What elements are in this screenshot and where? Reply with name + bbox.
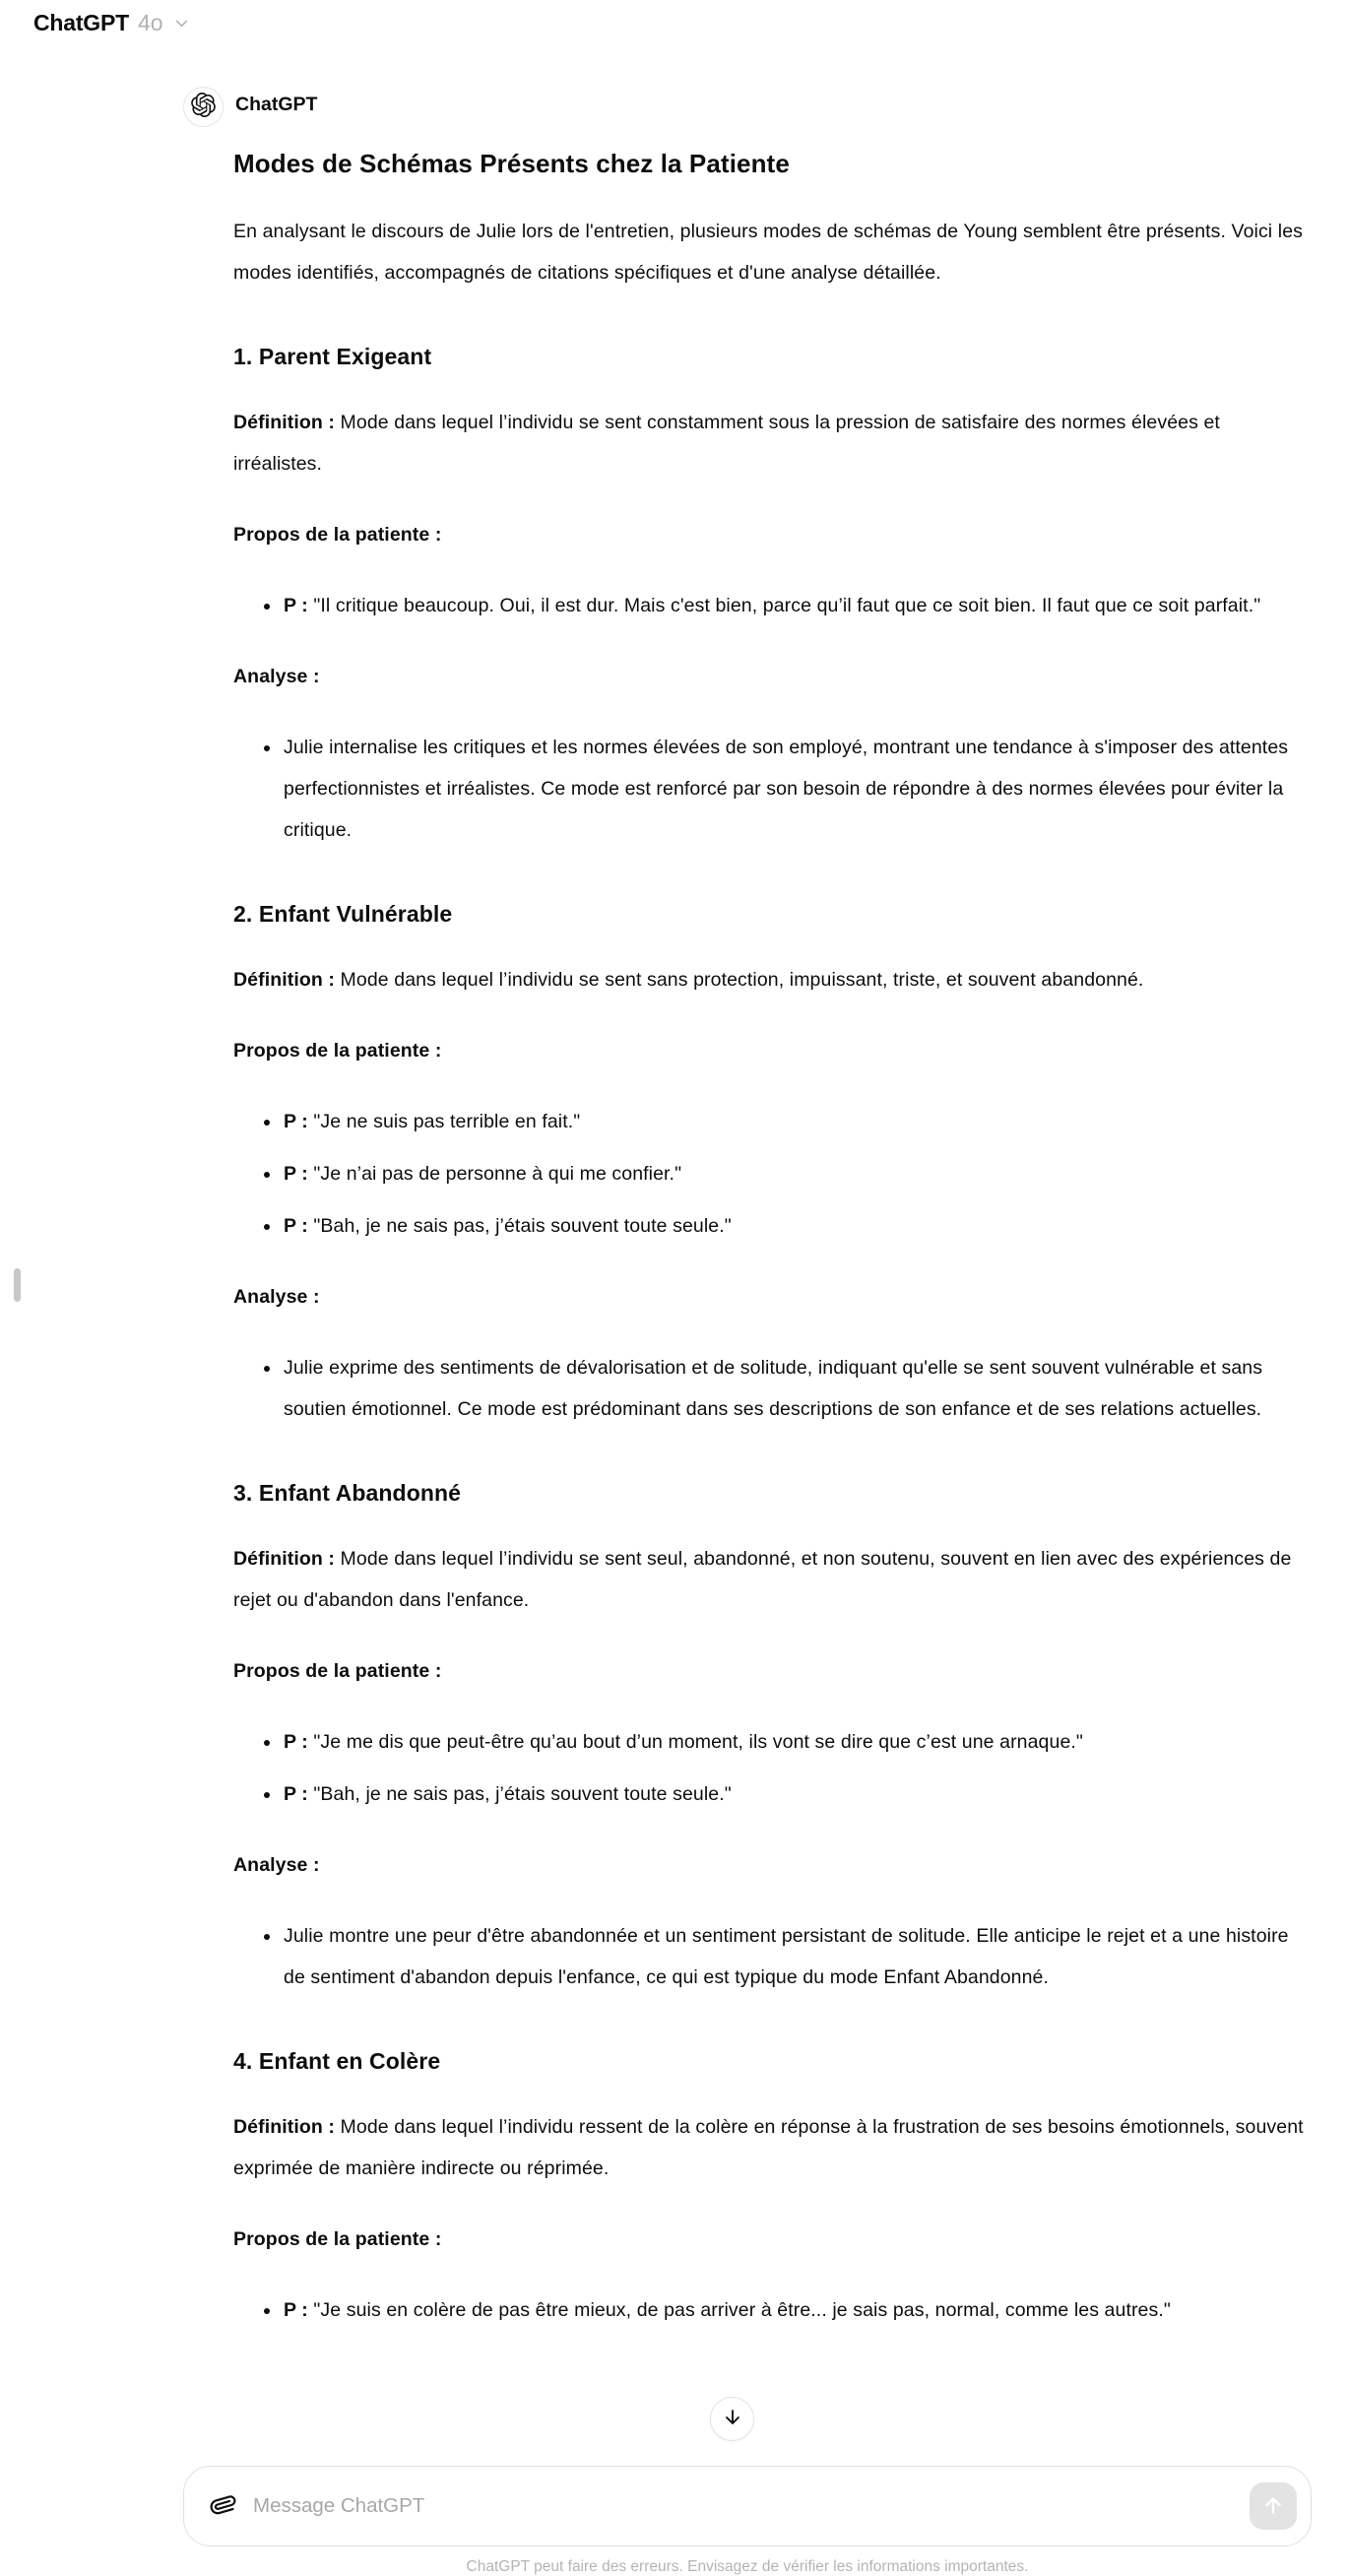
speaker-label: P : bbox=[284, 1163, 314, 1185]
patient-quote-item: • P : "Bah, je ne sais pas, j’étais souvent toute seule." bbox=[282, 1773, 1313, 1815]
definition-text: Mode dans lequel l’individu se sent sans protection, impuissant, triste, et souvent abandonné. bbox=[340, 969, 1144, 991]
definition-label: Définition : bbox=[233, 969, 336, 991]
top-bar bbox=[0, 0, 1349, 57]
propos-label: Propos de la patiente : bbox=[233, 2228, 442, 2250]
propos-label: Propos de la patiente : bbox=[233, 1040, 442, 1062]
section-heading: 1. Parent Exigeant bbox=[233, 344, 432, 369]
quotes-list bbox=[233, 1721, 1313, 1815]
arrow-down-icon bbox=[722, 2407, 743, 2431]
patient-quote-item: • P : "Je me dis que peut-être qu’au bout d’un moment, ils vont se dire que c’est une arnaque." bbox=[282, 1721, 1313, 1763]
definition-text: Mode dans lequel l’individu se sent constamment sous la pression de satisfaire des normes élevées et irréalistes. bbox=[233, 412, 1220, 475]
sections bbox=[233, 341, 1313, 2331]
analysis-list bbox=[233, 1915, 1313, 1998]
chatgpt-avatar bbox=[183, 87, 224, 127]
speaker-label: P : bbox=[284, 1731, 314, 1753]
analyse-label: Analyse : bbox=[233, 666, 320, 687]
definition-paragraph bbox=[233, 959, 1313, 1000]
definition-paragraph bbox=[233, 402, 1313, 484]
message-header bbox=[183, 87, 1313, 132]
assistant-message bbox=[183, 87, 1313, 2360]
send-button[interactable] bbox=[1250, 2482, 1297, 2530]
speaker-label: P : bbox=[284, 1783, 314, 1805]
intro-paragraph: En analysant le discours de Julie lors de l'entretien, plusieurs modes de schémas de Young semblent être présents. Voici les modes identifiés, accompagnés de citations spécifiques et d'une analyse détaillée. bbox=[233, 221, 1303, 284]
analysis-item: • Julie internalise les critiques et les normes élevées de son employé, montrant une tendance à s'imposer des attentes perfectionnistes et irréalistes. Ce mode est renforcé par son besoin de répondre à des normes élevées pour éviter la critique. bbox=[282, 727, 1313, 851]
analyse-label: Analyse : bbox=[233, 1854, 320, 1876]
disclaimer-text: ChatGPT peut faire des erreurs. Envisagez de vérifier les informations importantes. bbox=[466, 2558, 1029, 2575]
propos-label: Propos de la patiente : bbox=[233, 1660, 442, 1682]
definition-label: Définition : bbox=[233, 1548, 336, 1570]
schema-mode-section bbox=[233, 1477, 1313, 1998]
section-heading: 3. Enfant Abandonné bbox=[233, 1480, 462, 1506]
schema-mode-section bbox=[233, 2045, 1313, 2331]
definition-text: Mode dans lequel l’individu ressent de la colère en réponse à la frustration de ses besoins émotionnels, souvent exprimée de manière indirecte ou réprimée. bbox=[233, 2116, 1304, 2179]
speaker-label: P : bbox=[284, 1111, 314, 1132]
arrow-up-icon bbox=[1261, 2493, 1285, 2520]
patient-quote-item: • P : "Je suis en colère de pas être mieux, de pas arriver à être... je sais pas, normal, comme les autres." bbox=[282, 2289, 1313, 2331]
analyse-label: Analyse : bbox=[233, 1286, 320, 1308]
definition-label: Définition : bbox=[233, 2116, 336, 2138]
chevron-down-icon bbox=[172, 11, 191, 35]
analysis-list bbox=[233, 1347, 1313, 1430]
message-composer bbox=[183, 2466, 1312, 2546]
propos-label: Propos de la patiente : bbox=[233, 524, 442, 546]
quotes-list bbox=[233, 2289, 1313, 2331]
attach-file-button[interactable] bbox=[204, 2486, 243, 2526]
section-heading: 4. Enfant en Colère bbox=[233, 2048, 441, 2074]
patient-quote-item: • P : "Bah, je ne sais pas, j’étais souvent toute seule." bbox=[282, 1205, 1313, 1247]
model-switcher[interactable] bbox=[26, 4, 199, 42]
schema-mode-section bbox=[233, 898, 1313, 1430]
definition-paragraph bbox=[233, 2106, 1313, 2189]
patient-quote-item: • P : "Je ne suis pas terrible en fait." bbox=[282, 1101, 1313, 1142]
composer-area bbox=[0, 2456, 1349, 2575]
quotes-list bbox=[233, 585, 1313, 626]
section-heading: 2. Enfant Vulnérable bbox=[233, 901, 453, 927]
patient-quote-item: • P : "Je n’ai pas de personne à qui me confier." bbox=[282, 1153, 1313, 1194]
message-body bbox=[233, 146, 1313, 2331]
analysis-item: • Julie montre une peur d'être abandonnée et un sentiment persistant de solitude. Elle anticipe le rejet et a une histoire de sentiment d'abandon depuis l'enfance, ce qui est typique du mode Enfant Abandonné. bbox=[282, 1915, 1313, 1998]
quotes-list bbox=[233, 1101, 1313, 1247]
app-title: ChatGPT bbox=[33, 10, 129, 35]
definition-text: Mode dans lequel l’individu se sent seul, abandonné, et non soutenu, souvent en lien avec des expériences de rejet ou d'abandon dans l'enfance. bbox=[233, 1548, 1292, 1611]
speaker-label: P : bbox=[284, 1215, 314, 1237]
patient-quote-item: • P : "Il critique beaucoup. Oui, il est dur. Mais c'est bien, parce qu’il faut que ce soit bien. Il faut que ce soit parfait." bbox=[282, 585, 1313, 626]
schema-mode-section bbox=[233, 341, 1313, 851]
message-input[interactable] bbox=[251, 2493, 1250, 2519]
scroll-to-bottom-button[interactable] bbox=[710, 2397, 754, 2441]
definition-label: Définition : bbox=[233, 412, 336, 433]
analysis-list bbox=[233, 727, 1313, 851]
page-title: Modes de Schémas Présents chez la Patiente bbox=[233, 149, 790, 178]
openai-logo-icon bbox=[191, 93, 216, 122]
model-label: 4o bbox=[138, 10, 163, 35]
speaker-label: P : bbox=[284, 2299, 314, 2321]
speaker-label: P : bbox=[284, 595, 314, 616]
sender-name: ChatGPT bbox=[235, 94, 318, 115]
analysis-item: • Julie exprime des sentiments de dévalorisation et de solitude, indiquant qu'elle se sent souvent vulnérable et sans soutien émotionnel. Ce mode est prédominant dans ses descriptions de son enfance et de ses relations actuelles. bbox=[282, 1347, 1313, 1430]
definition-paragraph bbox=[233, 1538, 1313, 1621]
scrollbar-thumb[interactable] bbox=[14, 1268, 21, 1302]
paperclip-icon bbox=[211, 2492, 236, 2521]
